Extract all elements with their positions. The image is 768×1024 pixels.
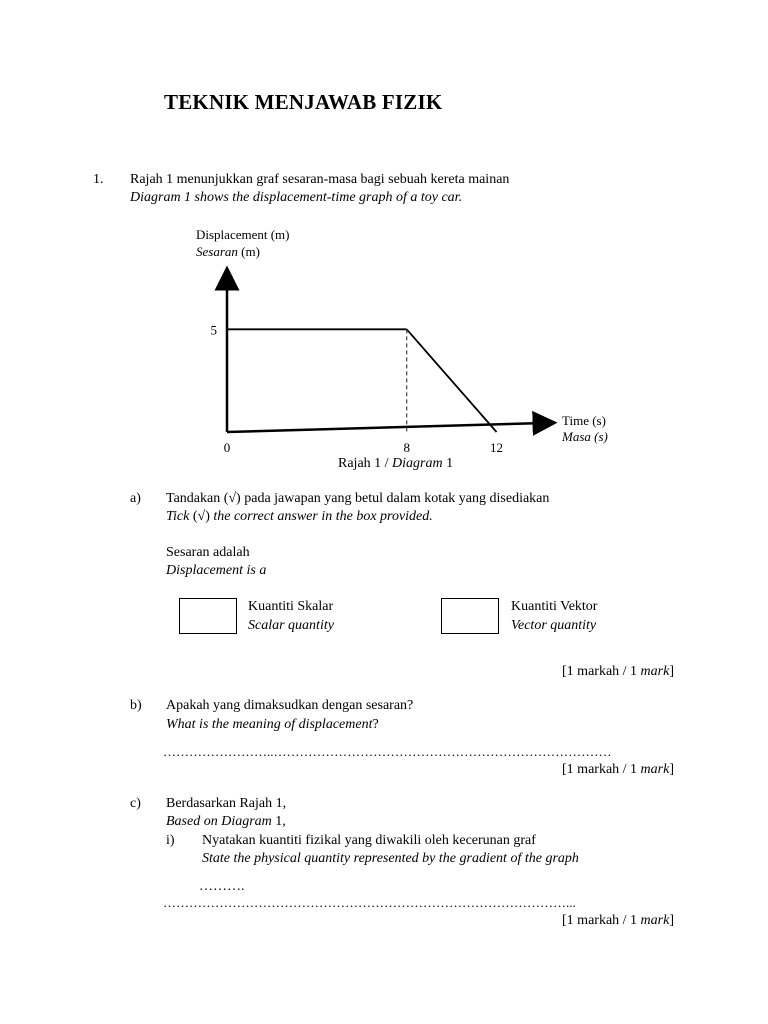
part-c-marks: [562, 914, 674, 928]
part-c-answer-line[interactable]: …………………………………………………………………………………...: [163, 896, 576, 909]
part-c-text-en-rest: 1,: [271, 814, 286, 829]
part-b-text-en-main: What is the meaning of displacement: [166, 717, 373, 732]
x-axis-label: Time (s): [562, 413, 606, 428]
y-axis-label: Displacement (m): [196, 227, 290, 242]
x-axis-label-ms: Masa (s): [562, 429, 608, 444]
x-axis: [227, 423, 545, 432]
y-axis-label-ms-unit: (m): [241, 244, 260, 259]
vector-checkbox[interactable]: [441, 598, 499, 634]
part-a-stem-ms: Sesaran adalah: [166, 545, 250, 560]
part-c-i-label: i): [166, 833, 175, 848]
question-number: 1.: [93, 172, 104, 187]
marks-suffix: ]: [669, 762, 674, 777]
option-vector-en: Vector quantity: [511, 618, 597, 633]
part-b-label: b): [130, 698, 142, 713]
part-b-answer-line[interactable]: ……………………..……………………………………………………………………: [163, 745, 612, 758]
y-axis-title-group: [196, 227, 290, 259]
part-a-text-ms: Tandakan (√) pada jawapan yang betul dalam kotak yang disediakan: [166, 491, 550, 506]
part-b-text-en: [166, 718, 379, 732]
marks-italic: mark: [640, 913, 670, 928]
part-a-tick-word: Tick: [166, 509, 190, 524]
part-b-text-ms: Apakah yang dimaksudkan dengan sesaran?: [166, 698, 414, 713]
option-scalar-en: Scalar quantity: [248, 618, 334, 633]
marks-prefix: [1 markah / 1: [562, 913, 641, 928]
part-c-answer-short[interactable]: ……….: [199, 879, 245, 894]
marks-prefix: [1 markah / 1: [562, 762, 641, 777]
option-scalar-ms: Kuantiti Skalar: [248, 599, 334, 614]
marks-suffix: ]: [669, 913, 674, 928]
part-b-text-en-q: ?: [372, 717, 379, 732]
marks-suffix: ]: [669, 664, 674, 679]
part-c-i-text-ms: Nyatakan kuantiti fizikal yang diwakili oleh kecerunan graf: [202, 833, 536, 848]
page-title: TEKNIK MENJAWAB FIZIK: [164, 90, 443, 114]
part-a-text-en: [166, 510, 433, 524]
y-tick-label: 5: [210, 322, 217, 338]
caption-suffix: 1: [442, 456, 454, 471]
marks-prefix: [1 markah / 1: [562, 664, 641, 679]
marks-italic: mark: [640, 664, 670, 679]
option-vector-ms: Kuantiti Vektor: [511, 599, 598, 614]
part-c-label: c): [130, 796, 141, 811]
part-a-tick-symbol: (√): [189, 509, 210, 524]
caption-italic: Diagram: [392, 456, 443, 471]
x-tick-label: 12: [490, 440, 504, 455]
part-c-text-ms: Berdasarkan Rajah 1,: [166, 796, 287, 811]
part-c-text-en-main: Based on Diagram: [166, 814, 272, 829]
displacement-time-chart: [0, 0, 768, 480]
y-axis-label-ms-text: Sesaran: [196, 244, 238, 259]
question-text-ms: Rajah 1 menunjukkan graf sesaran-masa bagi sebuah kereta mainan: [130, 172, 510, 187]
part-a-marks: [562, 665, 674, 679]
x-tick-label: 0: [223, 440, 231, 455]
figure-caption: [338, 457, 453, 471]
scalar-checkbox[interactable]: [179, 598, 237, 634]
part-a-stem-en: Displacement is a: [166, 563, 267, 578]
part-a-label: a): [130, 491, 141, 506]
caption-prefix: Rajah 1 /: [338, 456, 393, 471]
marks-italic: mark: [640, 762, 670, 777]
x-tick-label: 8: [403, 440, 410, 455]
y-axis-label-ms: [196, 244, 260, 259]
data-line-segment: [407, 329, 497, 432]
part-a-text-en-rest: the correct answer in the box provided.: [209, 509, 433, 524]
part-c-i-text-en: State the physical quantity represented by the gradient of the graph: [202, 851, 579, 866]
question-text-en: Diagram 1 shows the displacement-time graph of a toy car.: [130, 190, 463, 205]
part-b-marks: [562, 763, 674, 777]
part-c-text-en: [166, 815, 286, 829]
